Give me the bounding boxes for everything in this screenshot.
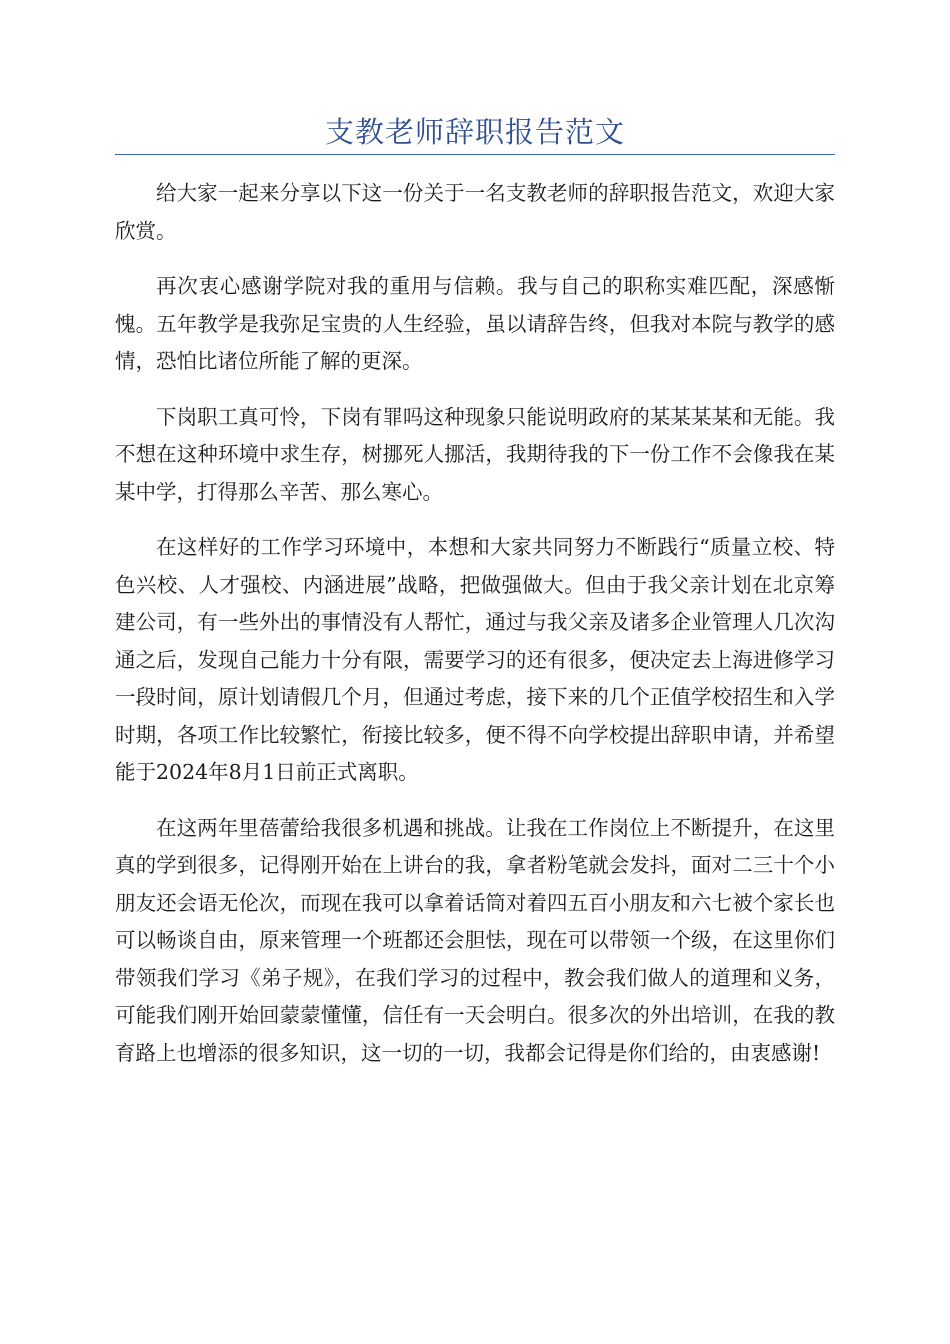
- document-title: 支教老师辞职报告范文: [324, 115, 625, 149]
- paragraph-reason: 在这样好的工作学习环境中，本想和大家共同努力不断践行“质量立校、特色兴校、人才强校、内涵进展”战略，把做强做大。但由于我父亲计划在北京筹建公司，有一些外出的事情没有人帮忙，通过与我父亲及诸多企业管理人几次沟通之后，发现自己能力十分有限，需要学习的还有很多，便决定去上海进修学习一段时间，原计划请假几个月，但通过考虑，接下来的几个正值学校招生和入学时期，各项工作比较繁忙，衔接比较多，便不得不向学校提出辞职申请，并希望能于2024年8月1日前正式离职。: [115, 535, 835, 784]
- document-body: [115, 175, 835, 1090]
- paragraph-intro: 给大家一起来分享以下这一份关于一名支教老师的辞职报告范文，欢迎大家欣赏。: [115, 181, 835, 243]
- paragraph-layoff: 下岗职工真可怜，下岗有罪吗这种现象只能说明政府的某某某某和无能。我不想在这种环境中求生存，树挪死人挪活，我期待我的下一份工作不会像我在某某中学，打得那么辛苦、那么寒心。: [115, 404, 835, 504]
- paragraph-thanks: 在这两年里蓓蕾给我很多机遇和挑战。让我在工作岗位上不断提升，在这里真的学到很多，记得刚开始在上讲台的我，拿者粉笔就会发抖，面对二三十个小朋友还会语无伦次，而现在我可以拿着话筒对着四五百小朋友和六七被个家长也可以畅谈自由，原来管理一个班都还会胆怯，现在可以带领一个级，在这里你们带领我们学习《弟子规》，在我们学习的过程中，教会我们做人的道理和义务，可能我们刚开始回蒙蒙懂懂，信任有一天会明白。很多次的外出培训，在我的教育路上也增添的很多知识，这一切的一切，我都会记得是你们给的，由衷感谢!: [115, 815, 835, 1065]
- title-underline: [115, 154, 835, 155]
- paragraph-gratitude: 再次衷心感谢学院对我的重用与信赖。我与自己的职称实难匹配，深感惭愧。五年教学是我弥足宝贵的人生经验，虽以请辞告终，但我对本院与教学的感情，恐怕比诸位所能了解的更深。: [115, 274, 835, 373]
